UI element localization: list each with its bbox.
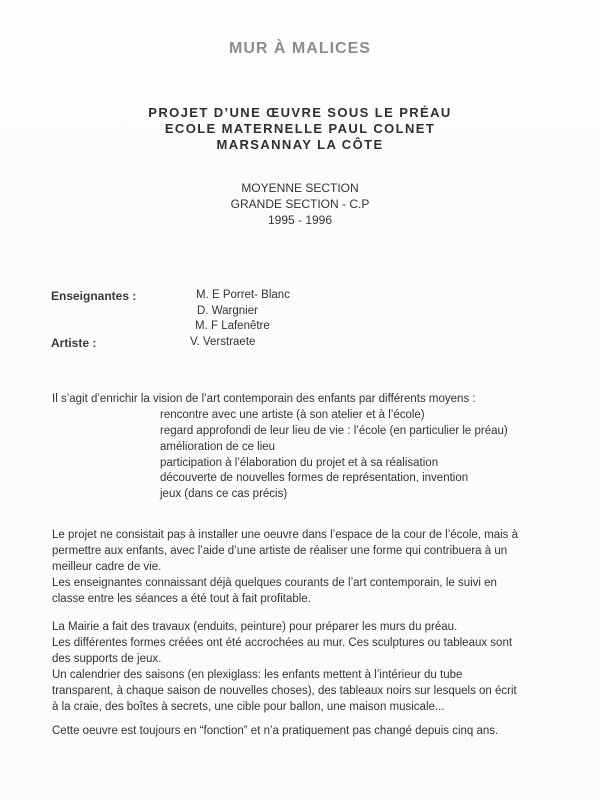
body-line: Le projet ne consistait pas à installer une oeuvre dans l’espace de la cour de l’école, mais à	[52, 529, 519, 541]
body-line: Les différentes formes créées ont été accrochées au mur. Ces sculptures ou tableaux sont	[52, 637, 513, 649]
section-grande: GRANDE SECTION - C.P	[230, 197, 370, 211]
subtitle-line-project: PROJET D’UNE ŒUVRE SOUS LE PRÉAU	[148, 105, 452, 120]
body-line: Les enseignantes connaissant déjà quelques courants de l’art contemporain, le suivi en	[52, 577, 497, 589]
body-line: permettre aux enfants, avec l’aide d’une artiste de réaliser une forme qui contribuera à un	[52, 545, 508, 557]
teacher-name: M. E Porret- Blanc	[196, 289, 290, 301]
body-line: classe entre les séances a été tout à fait profitable.	[52, 593, 311, 605]
objective-item: participation à l’élaboration du projet et à sa réalisation	[160, 457, 439, 469]
objective-item: rencontre avec une artiste (à son atelier et à l’école)	[160, 409, 425, 421]
teachers-label: Enseignantes :	[51, 289, 137, 303]
body-line: des supports de jeux.	[52, 653, 162, 665]
document-title: MUR À MALICES	[229, 40, 371, 57]
objective-item: découverte de nouvelles formes de représentation, invention	[160, 472, 469, 484]
objective-item: amélioration de ce lieu	[160, 441, 276, 453]
body-line: à la craie, des boîtes à secrets, une cible pour ballon, une maison musicale...	[52, 701, 445, 713]
body-line: Un calendrier des saisons (en plexiglass: les enfants mettent à l’intérieur du tube	[52, 669, 463, 681]
objective-item: jeux (dans ce cas précis)	[160, 488, 288, 500]
body-line: transparent, à chaque saison de nouvelles choses), des tableaux noirs sur lesquels on écrit	[52, 685, 517, 697]
intro-paragraph: Il s’agit d’enrichir la vision de l’art contemporain des enfants par différents moyens :	[52, 393, 476, 405]
closing-line: Cette oeuvre est toujours en “fonction” et n’a pratiquement pas changé depuis cinq ans.	[52, 725, 499, 737]
teacher-name: D. Wargnier	[197, 305, 258, 317]
objective-item: regard approfondi de leur lieu de vie : l’école (en particulier le préau)	[160, 425, 508, 437]
subtitle-line-school: ECOLE MATERNELLE PAUL COLNET	[164, 121, 436, 136]
school-year: 1995 - 1996	[267, 213, 333, 227]
subtitle-line-town: MARSANNAY LA CÔTE	[216, 137, 384, 152]
body-line: La Mairie a fait des travaux (enduits, peinture) pour préparer les murs du préau.	[52, 621, 458, 633]
teacher-name: M. F Lafenêtre	[195, 320, 270, 332]
artist-label: Artiste :	[51, 336, 97, 350]
body-line: meilleur cadre de vie.	[52, 561, 162, 573]
section-moyenne: MOYENNE SECTION	[241, 181, 359, 195]
artist-name: V. Verstraete	[190, 336, 256, 348]
